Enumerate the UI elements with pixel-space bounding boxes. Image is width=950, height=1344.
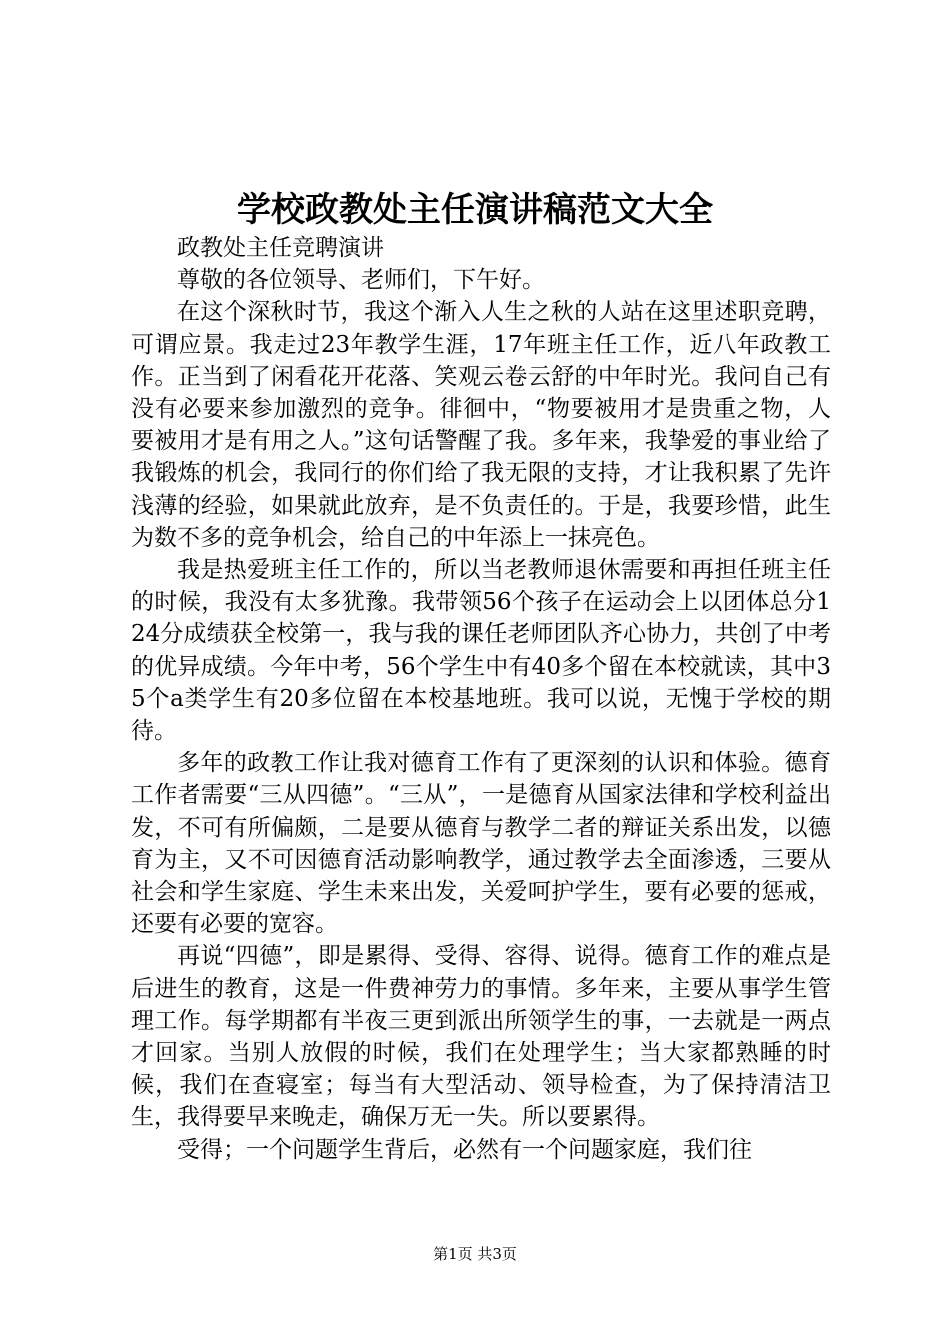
paragraph-subtitle: 政教处主任竞聘演讲 (177, 235, 384, 261)
paragraph: 多年的政教工作让我对德育工作有了更深刻的认识和体验。德育工作者需要“三从四德”。“三从”，一是德育从国家法律和学校利益出发，不可有所偏颇，二是要从德育与教学二者的辩证关系出发，以德育为主，又不可因德育活动影响教学，通过教学去全面渗透，三要从社会和学生家庭、学生未来出发，关爱呵护学生，要有必要的惩戒，还要有必要的宽容。 (131, 750, 831, 938)
paragraph: 我是热爱班主任工作的，所以当老教师退休需要和再担任班主任的时候，我没有太多犹豫。我带领56个孩子在运动会上以团体总分124分成绩获全校第一，我与我的课任老师团队齐心协力，共创了中考的优异成绩。今年中考，56个学生中有40多个留在本校就读，其中35个a类学生有20多位留在本校基地班。我可以说，无愧于学校的期待。 (131, 557, 831, 745)
paragraph: 在这个深秋时节，我这个渐入人生之秋的人站在这里述职竞聘，可谓应景。我走过23年教学生涯，17年班主任工作，近八年政教工作。正当到了闲看花开花落、笑观云卷云舒的中年时光。我问自己有没有必要来参加激烈的竞争。徘徊中，“物要被用才是贵重之物，人要被用才是有用之人。”这句话警醒了我。多年来，我挚爱的事业给了我锻炼的机会，我同行的你们给了我无限的支持，才让我积累了先许浅薄的经验，如果就此放弃，是不负责任的。于是，我要珍惜，此生为数不多的竞争机会，给自己的中年添上一抹亮色。 (131, 299, 831, 551)
paragraph: 受得；一个问题学生背后，必然有一个问题家庭，我们往 (177, 1136, 752, 1163)
document-body (131, 232, 831, 1166)
paragraph: 再说“四德”，即是累得、受得、容得、说得。德育工作的难点是后进生的教育，这是一件费神劳力的事情。多年来，主要从事学生管理工作。每学期都有半夜三更到派出所领学生的事，一去就是一两点才回家。当别人放假的时候，我们在处理学生；当大家都熟睡的时候，我们在查寝室；每当有大型活动、领导检查，为了保持清洁卫生，我得要早来晚走，确保万无一失。所以要累得。 (131, 943, 831, 1131)
document-title: 学校政教处主任演讲稿范文大全 (237, 190, 713, 230)
page-footer: 第1页 共3页 (433, 1245, 517, 1263)
paragraph-greeting: 尊敬的各位领导、老师们，下午好。 (177, 267, 545, 294)
